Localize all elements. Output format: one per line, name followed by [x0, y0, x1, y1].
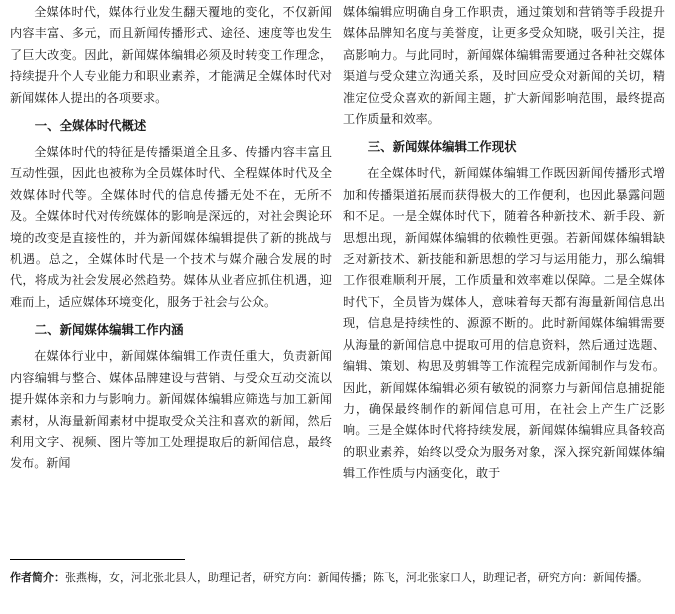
continued-paragraph: 媒体编辑应明确自身工作职责，通过策划和营销等手段提升媒体品牌知名度与美誉度，让更多受众知晓，吸引关注，提高影响力。与此同时，新闻媒体编辑需要通过各种社交媒体渠道与受众建立沟通关系，及时回应受众对新闻的关切，精准定位受众喜欢的新闻主题，扩大新闻影响范围，最终提高工作质量和效率。	[343, 5, 665, 127]
section-3-heading: 三、新闻媒体编辑工作现状	[367, 139, 517, 155]
footnote-divider	[10, 559, 185, 560]
footnote-label: 作者简介：	[10, 571, 65, 584]
author-footnote	[10, 568, 665, 587]
section-2-heading: 二、新闻媒体编辑工作内涵	[34, 322, 184, 338]
intro-paragraph: 全媒体时代，媒体行业发生翻天覆地的变化，不仅新闻内容丰富、多元，而且新闻传播形式、途径、速度等也发生了巨大改变。因此，新闻媒体编辑必须及时转变工作理念，持续提升个人专业能力和职业素养，才能满足全媒体时代对新闻媒体人提出的各项要求。	[10, 5, 332, 105]
section-2-paragraph: 在媒体行业中，新闻媒体编辑工作责任重大，负责新闻内容编辑与整合、媒体品牌建设与营销、与受众互动交流以提升媒体亲和力与影响力。新闻媒体编辑应筛选与加工新闻素材，从海量新闻素材中提取受众关注和喜欢的新闻，然后利用文字、视频、图片等加工处理提取后的新闻信息，最终发布。新闻	[10, 349, 332, 471]
left-column	[10, 2, 332, 475]
section-1-paragraph: 全媒体时代的特征是传播渠道全且多、传播内容丰富且互动性强，因此也被称为全员媒体时代、全程媒体时代及全效媒体时代等。全媒体时代的信息传播无处不在，无所不及。全媒体时代对传统媒体的影响是深远的，对社会舆论环境的改变是直接性的，并为新闻媒体编辑提供了新的挑战与机遇。总之，全媒体时代是一个技术与媒介融合发展的时代，将成为社会发展必然趋势。媒体从业者应抓住机遇，迎难而上，适应媒体环境变化，服务于社会与公众。	[10, 145, 332, 309]
footnote-text: 张燕梅，女，河北张北县人，助理记者，研究方向：新闻传播；陈飞，河北张家口人，助理记者，研究方向：新闻传播。	[65, 571, 648, 584]
right-column	[343, 2, 665, 485]
section-3-paragraph: 在全媒体时代，新闻媒体编辑工作既因新闻传播形式增加和传播渠道拓展而获得极大的工作便利，也因此暴露问题和不足。一是全媒体时代下，随着各种新技术、新手段、新思想出现，新闻媒体编辑的依赖性更强。若新闻媒体编辑缺乏对新技术、新技能和新思想的学习与运用能力，那么编辑工作很难顺利开展，工作质量和效率难以保障。二是全媒体时代下，全员皆为媒体人，意味着每天都有海量新闻信息出现，信息是持续性的、源源不断的。此时新闻媒体编辑需要从海量的新闻信息中提取可用的信息资料，然后通过选题、编辑、策划、构思及剪辑等工作流程完成新闻制作与发布。因此，新闻媒体编辑必须有敏锐的洞察力与新闻信息捕捉能力，确保最终制作的新闻信息可用，在社会上产生广泛影响。三是全媒体时代将持续发展，新闻媒体编辑应具备较高的职业素养，始终以受众为服务对象，深入探究新闻媒体编辑工作性质与内涵变化，敢于	[343, 166, 665, 481]
section-1-heading: 一、全媒体时代概述	[34, 118, 147, 134]
